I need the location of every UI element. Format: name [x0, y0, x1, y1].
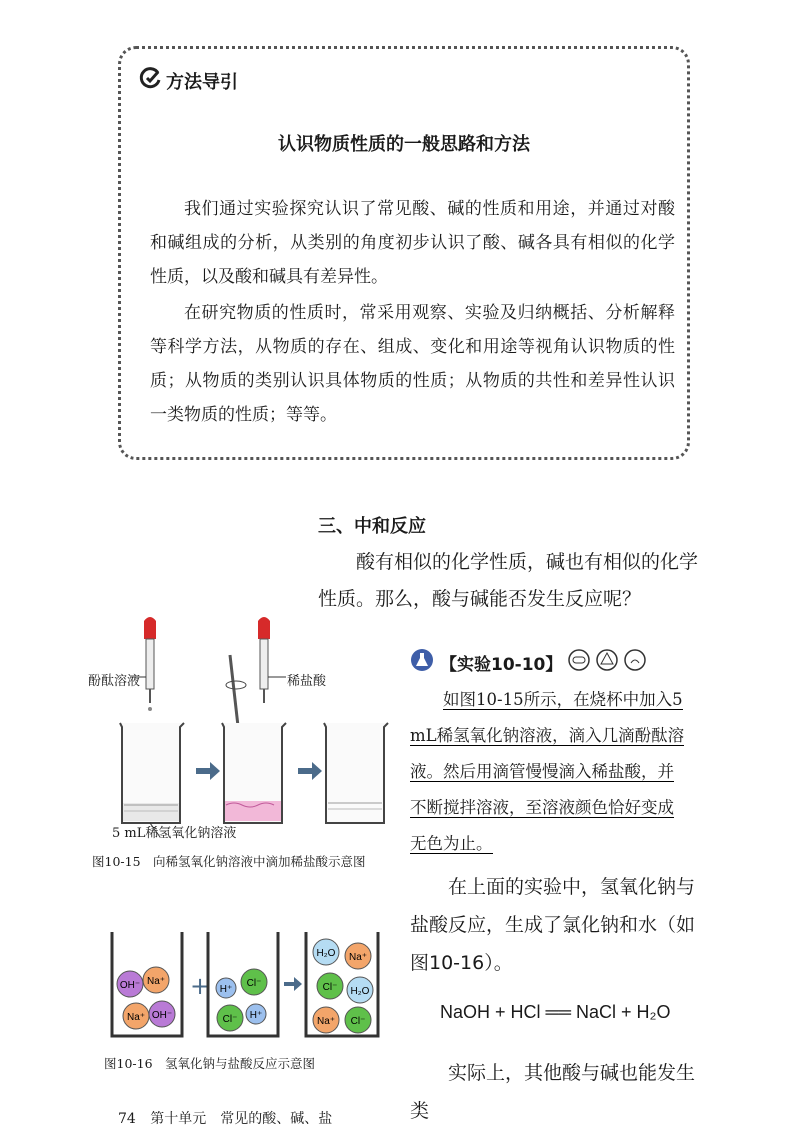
label-acid: 稀盐酸: [287, 674, 327, 689]
figure-10-15-caption: 图10-15 向稀氢氧化钠溶液中滴加稀盐酸示意图: [92, 854, 366, 869]
figure-10-15-illustration: [90, 615, 400, 845]
figure-10-16-illustration: [100, 928, 400, 1046]
plus-sign: +: [190, 972, 211, 1000]
experiment-header: [410, 648, 646, 676]
chemical-equation: NaOH + HCl ══ NaCl + H₂O: [440, 1002, 671, 1022]
flask-icon: [410, 648, 434, 676]
experiment-text: 如图10-15所示，在烧杯中加入5 mL稀氢氧化钠溶液，滴入几滴酚酞溶液。然后用滴管慢慢滴入稀盐酸，并不断搅拌溶液，至溶液颜色恰好变成无色为止。: [410, 690, 685, 853]
ion-label: OH⁻: [119, 980, 141, 991]
beaker-icon: [324, 723, 388, 823]
label-indicator: 酚酞溶液: [88, 674, 141, 689]
unit-title: 第十单元 常见的酸、碱、盐: [150, 1111, 333, 1127]
goggles-icon: [568, 649, 590, 675]
ion-label: Na⁺: [146, 976, 166, 987]
ion-label: H⁺: [249, 1010, 263, 1021]
method-guide-label: 方法导引: [166, 71, 238, 93]
ion-label: H₂O: [350, 986, 370, 997]
body-text-continued: 实际上，其他酸与碱也能发生类: [410, 1062, 696, 1122]
ion-label: Na⁺: [126, 1012, 146, 1023]
handwash-icon: [624, 649, 646, 675]
label-base-solution: 5 mL稀氢氧化钠溶液: [112, 826, 237, 841]
ion-label: Cl⁻: [350, 1016, 366, 1027]
arrow-icon: [196, 762, 220, 780]
section-intro: 酸有相似的化学性质，碱也有相似的化学性质。那么，酸与碱能否发生反应呢？: [318, 551, 699, 610]
stir-arrow-icon: [226, 681, 246, 689]
page-number: 74: [118, 1111, 136, 1127]
ion-label: H⁺: [219, 984, 233, 995]
beaker-icon: [120, 723, 184, 823]
ion-label: Na⁺: [316, 1016, 336, 1027]
ion-label: Na⁺: [348, 952, 368, 963]
method-guide-title: 认识物质性质的一般思路和方法: [278, 134, 530, 155]
method-guide-paragraph-1: 我们通过实验探究认识了常见酸、碱的性质和用途，并通过对酸和碱组成的分析，从类别的角度初步认识了酸、碱各具有相似的化学性质，以及酸和碱具有差异性。: [150, 199, 675, 287]
page-footer: [118, 1108, 332, 1128]
experiment-badge: 【实验10-10】: [440, 650, 562, 675]
guide-logo-icon: [138, 66, 162, 95]
dropper-icon: [144, 617, 156, 711]
ion-label: Cl⁻: [246, 978, 262, 989]
hazard-icon: [596, 649, 618, 675]
figure-10-16-caption: 图10-16 氢氧化钠与盐酸反应示意图: [104, 1056, 316, 1071]
ion-label: Cl⁻: [322, 982, 338, 993]
ion-label: OH⁻: [151, 1010, 173, 1021]
body-text: 在上面的实验中，氢氧化钠与盐酸反应，生成了氯化钠和水（如图10-16）。: [410, 876, 696, 974]
dropper-icon: [258, 617, 270, 703]
method-guide-paragraph-2: 在研究物质的性质时，常采用观察、实验及归纳概括、分析解释等科学方法，从物质的存在、组成、变化和用途等视角认识物质的性质；从物质的类别认识具体物质的性质；从物质的共性和差异性认识一类物质的性质；等等。: [150, 303, 675, 425]
beaker-icon: [222, 723, 286, 823]
ion-label: H₂O: [316, 948, 336, 959]
section-title: 三、中和反应: [318, 516, 426, 537]
arrow-icon: [298, 762, 322, 780]
arrow-icon: [284, 977, 302, 991]
method-guide-header: [138, 66, 238, 95]
ion-label: Cl⁻: [222, 1014, 238, 1025]
